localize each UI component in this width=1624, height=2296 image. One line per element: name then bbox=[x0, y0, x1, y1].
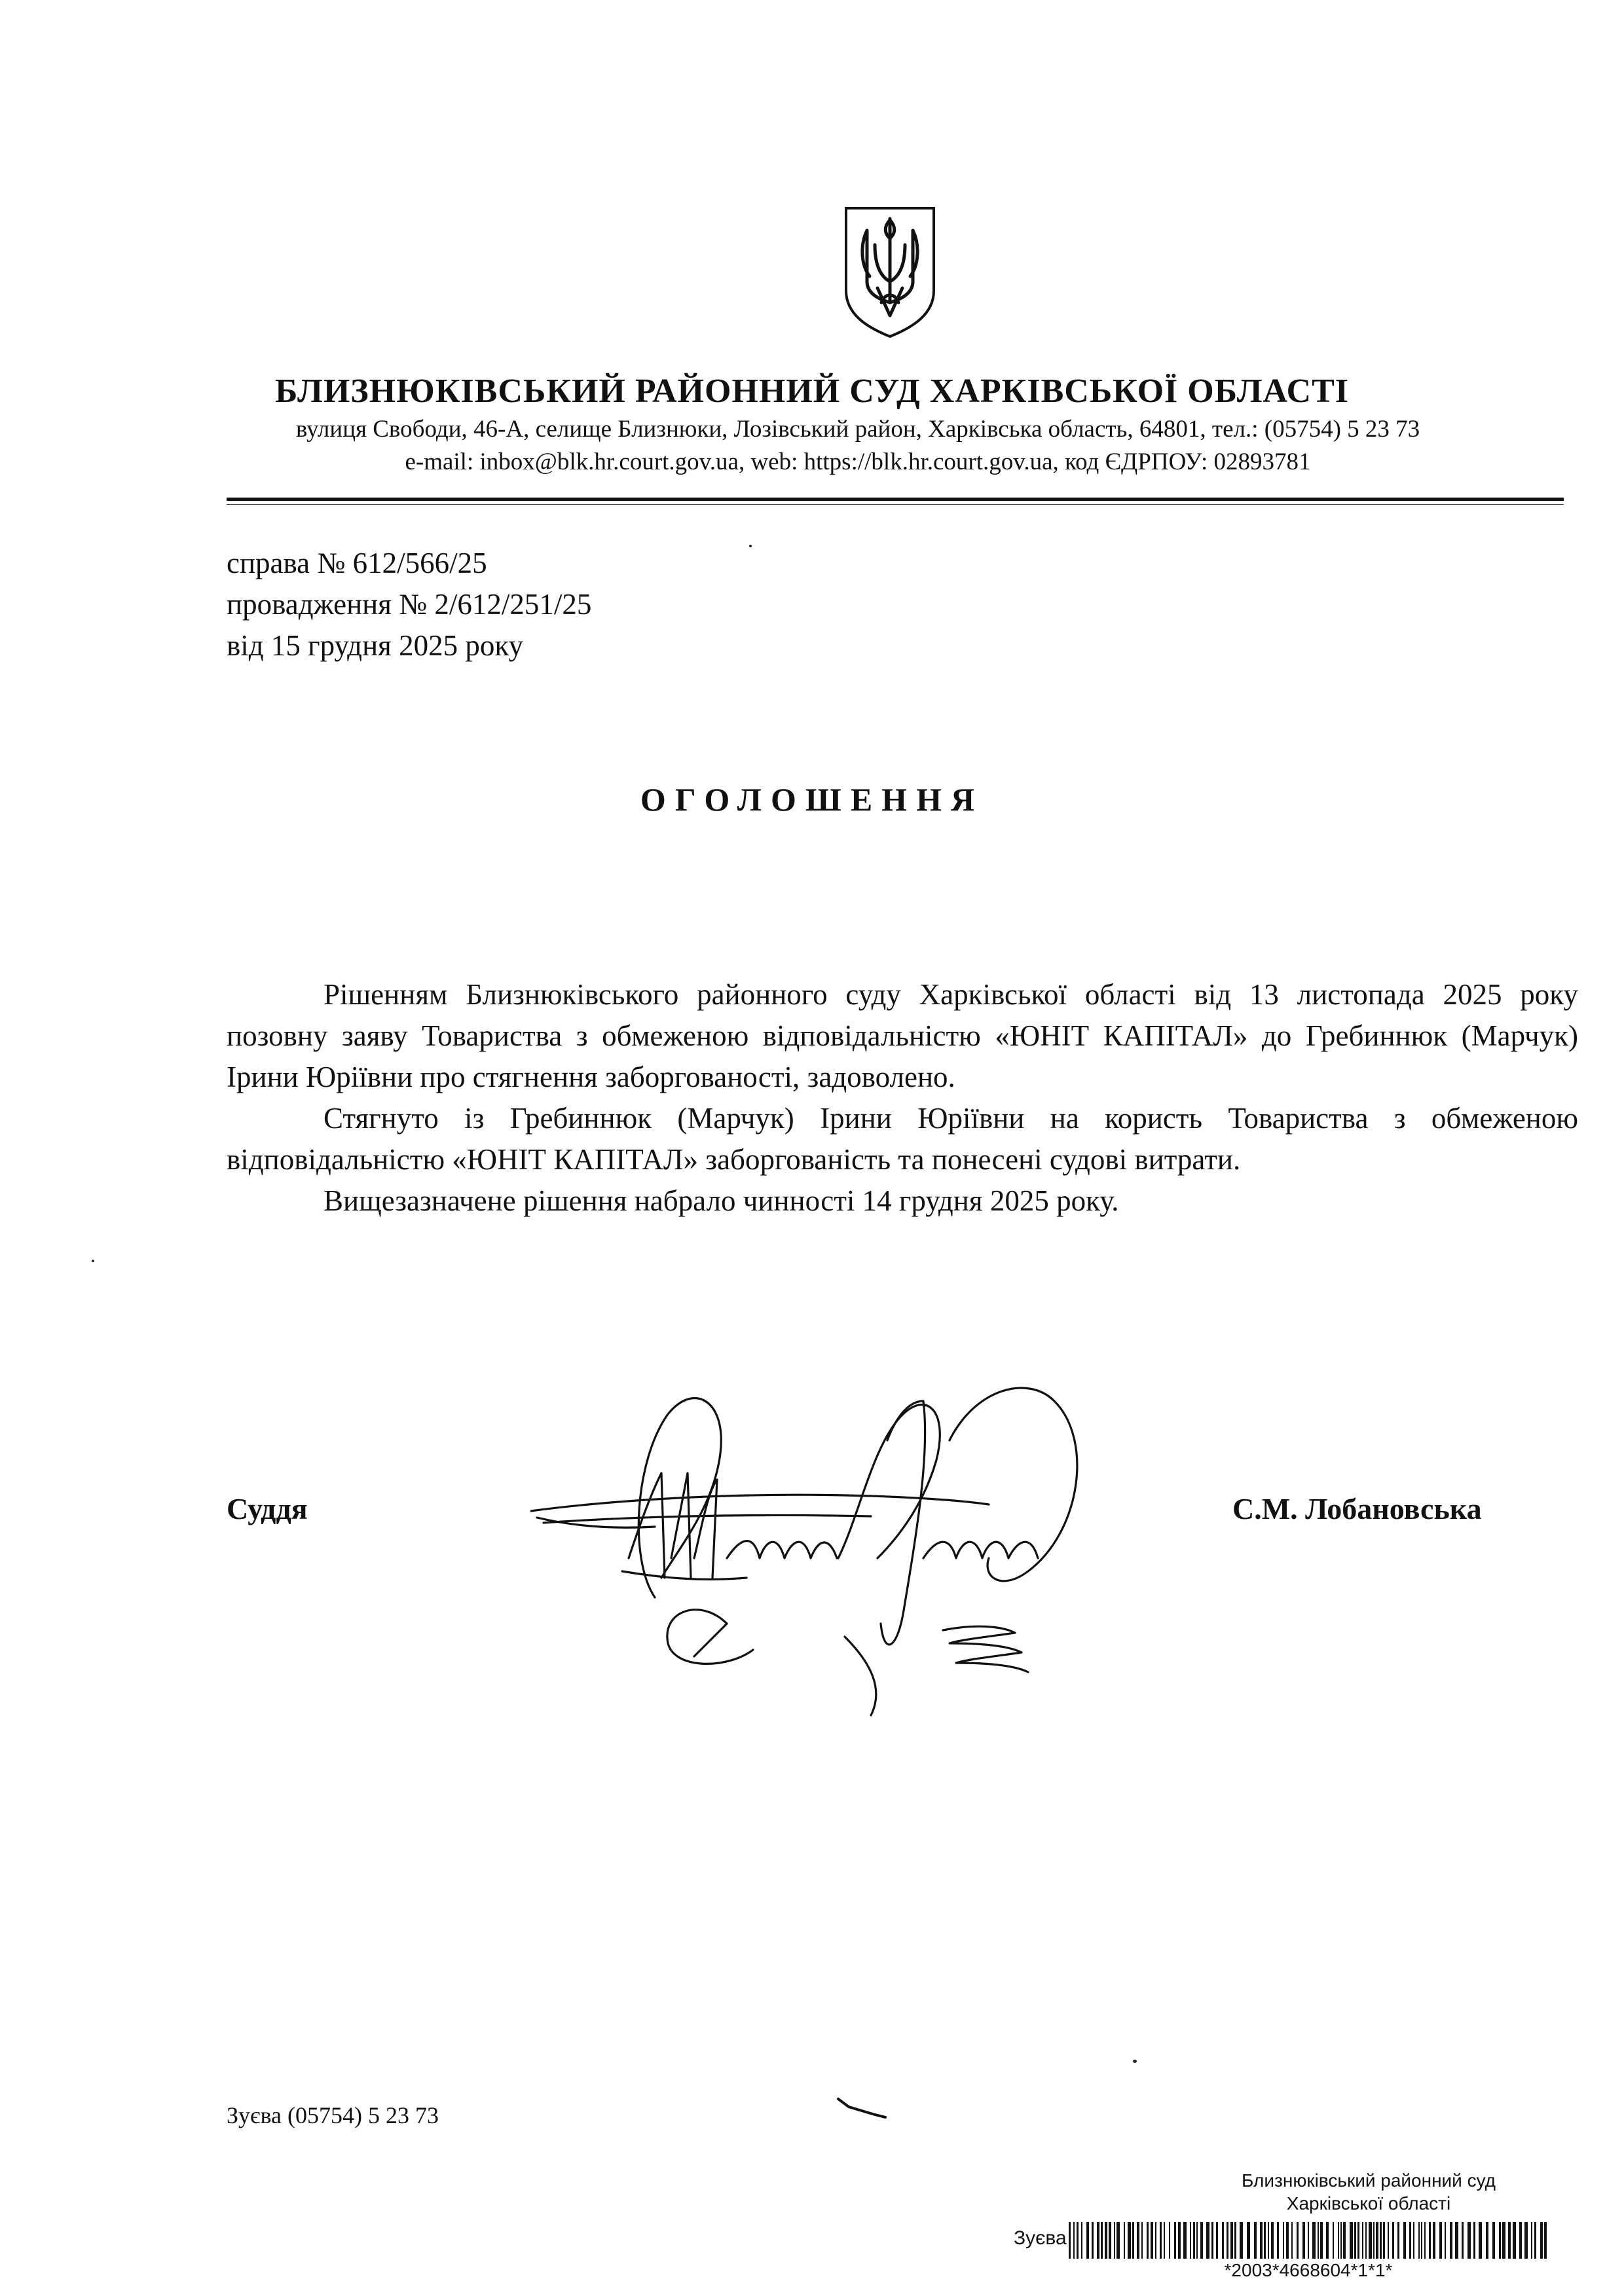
barcode-bar bbox=[1333, 2222, 1334, 2259]
scan-speck bbox=[92, 1260, 94, 1262]
barcode-bar bbox=[1247, 2222, 1250, 2259]
barcode-bar bbox=[1190, 2222, 1191, 2259]
barcode-bar bbox=[1340, 2222, 1342, 2259]
barcode-bar bbox=[1240, 2222, 1243, 2259]
barcode-bar bbox=[1513, 2222, 1516, 2259]
proceeding-number: провадження № 2/612/251/25 bbox=[227, 588, 592, 621]
barcode-bar bbox=[1369, 2222, 1372, 2259]
barcode-bar bbox=[1147, 2222, 1149, 2259]
barcode-bar bbox=[1206, 2222, 1209, 2259]
barcode-bar bbox=[1286, 2222, 1289, 2259]
barcode-bar bbox=[1462, 2222, 1464, 2259]
barcode-bar bbox=[1116, 2222, 1120, 2259]
scan-speck bbox=[749, 545, 752, 547]
barcode-bar bbox=[1092, 2222, 1094, 2259]
barcode-bar bbox=[1429, 2222, 1431, 2259]
announcement-body bbox=[227, 974, 1578, 1222]
barcode-bar bbox=[1424, 2222, 1426, 2259]
barcode-bar bbox=[1254, 2222, 1257, 2259]
registration-stamp-region: Харківської області bbox=[1286, 2193, 1451, 2214]
barcode-bar bbox=[1486, 2222, 1488, 2259]
barcode-bar bbox=[1271, 2222, 1274, 2259]
barcode-bar bbox=[1109, 2222, 1111, 2259]
barcode-bar bbox=[1151, 2222, 1153, 2259]
barcode-bar bbox=[1343, 2222, 1346, 2259]
barcode-bar bbox=[1354, 2222, 1356, 2259]
barcode-bar bbox=[1499, 2222, 1501, 2259]
barcode-bar bbox=[1479, 2222, 1482, 2259]
executor-contact: Зуєва (05754) 5 23 73 bbox=[227, 2102, 439, 2128]
barcode-bar bbox=[1105, 2222, 1107, 2259]
barcode-bar bbox=[1264, 2222, 1266, 2259]
barcode-bar bbox=[1439, 2222, 1442, 2259]
barcode-bar bbox=[1350, 2222, 1353, 2259]
scan-mark bbox=[836, 2095, 888, 2121]
barcode-bar bbox=[1383, 2222, 1385, 2259]
barcode-bar bbox=[1260, 2222, 1263, 2259]
barcode-bar bbox=[1155, 2222, 1156, 2259]
barcode-bar bbox=[1413, 2222, 1414, 2259]
barcode-bar bbox=[1380, 2222, 1382, 2259]
barcode-bar bbox=[1216, 2222, 1218, 2259]
barcode-bar bbox=[1312, 2222, 1316, 2259]
barcode-bar bbox=[1534, 2222, 1536, 2259]
barcode-bar bbox=[1357, 2222, 1359, 2259]
court-contacts: e-mail: inbox@blk.hr.court.gov.ua, web: https://blk.hr.court.gov.ua, код ЄДРПОУ: 02893781 bbox=[405, 448, 1311, 475]
paragraph-decision: Рішенням Близнюківського районного суду Харківської області від 13 листопада 2025 року позовну заяву Товариства з обмеженою відповідальністю «ЮНІТ КАПІТАЛ» до Гребиннюк (Марчук) Ірини Юріївни про стягнення заборгованості, задоволено. bbox=[227, 978, 1578, 1093]
barcode-bar bbox=[1302, 2222, 1305, 2259]
barcode-bar bbox=[1297, 2222, 1299, 2259]
judge-name: С.М. Лобановська bbox=[1232, 1492, 1482, 1525]
barcode-bar bbox=[1308, 2222, 1309, 2259]
barcode-bar bbox=[1160, 2222, 1162, 2259]
barcode-icon bbox=[1069, 2222, 1548, 2259]
barcode-bar bbox=[1467, 2222, 1471, 2259]
handwritten-signature bbox=[530, 1362, 1146, 1728]
barcode-bar bbox=[1277, 2222, 1279, 2259]
barcode-bar bbox=[1114, 2222, 1115, 2259]
barcode-bar bbox=[1141, 2222, 1143, 2259]
barcode-bar bbox=[1502, 2222, 1505, 2259]
case-date: від 15 грудня 2025 року bbox=[227, 629, 524, 662]
registration-stamp-executor: Зуєва bbox=[1014, 2227, 1067, 2249]
registration-stamp-court: Близнюківський районний суд bbox=[1241, 2170, 1496, 2191]
barcode-bar bbox=[1519, 2222, 1522, 2259]
barcode-bar bbox=[1403, 2222, 1406, 2259]
barcode-bar bbox=[1376, 2222, 1378, 2259]
barcode-bar bbox=[1450, 2222, 1452, 2259]
barcode-bar bbox=[1169, 2222, 1170, 2259]
barcode-bar bbox=[1183, 2222, 1187, 2259]
barcode-bar bbox=[1101, 2222, 1103, 2259]
barcode-bar bbox=[1392, 2222, 1394, 2259]
barcode-bar bbox=[1196, 2222, 1198, 2259]
header-divider-thin bbox=[227, 504, 1564, 505]
barcode-bar bbox=[1409, 2222, 1411, 2259]
barcode-bar bbox=[1320, 2222, 1323, 2259]
barcode-bar bbox=[1291, 2222, 1293, 2259]
barcode-bar bbox=[1418, 2222, 1420, 2259]
barcode-bar bbox=[1540, 2222, 1543, 2259]
barcode-bar bbox=[1200, 2222, 1203, 2259]
barcode-bar bbox=[1524, 2222, 1528, 2259]
barcode-bar bbox=[1097, 2222, 1099, 2259]
paragraph-effective: Вищезазначене рішення набрало чинності 14 грудня 2025 року. bbox=[323, 1184, 1119, 1217]
case-number: справа № 612/566/25 bbox=[227, 547, 487, 579]
barcode-bar bbox=[1338, 2222, 1339, 2259]
court-name: БЛИЗНЮКІВСЬКИЙ РАЙОННИЙ СУД ХАРКІВСЬКОЇ ОБЛАСТІ bbox=[274, 373, 1349, 410]
barcode-bar bbox=[1433, 2222, 1435, 2259]
court-address: вулиця Свободи, 46-А, селище Близнюки, Лозівський район, Харківська область, 64801, тел.: (05754) 5 23 73 bbox=[295, 416, 1420, 443]
barcode-bar bbox=[1077, 2222, 1079, 2259]
barcode-bar bbox=[1132, 2222, 1134, 2259]
barcode-bar bbox=[1174, 2222, 1176, 2259]
scan-speck bbox=[1133, 2060, 1137, 2063]
barcode-bar bbox=[1128, 2222, 1131, 2259]
barcode-bar bbox=[1283, 2222, 1284, 2259]
barcode-bar bbox=[1397, 2222, 1399, 2259]
document-title: ОГОЛОШЕННЯ bbox=[640, 781, 984, 818]
barcode-bar bbox=[1086, 2222, 1089, 2259]
barcode-bar bbox=[1268, 2222, 1269, 2259]
barcode-bar bbox=[1445, 2222, 1446, 2259]
paragraph-recovered: Стягнуто із Гребиннюк (Марчук) Ірини Юріївни на користь Товариства з обмеженою відповідальністю «ЮНІТ КАПІТАЛ» заборгованість та понесені судові витрати. bbox=[227, 1102, 1578, 1176]
barcode-bar bbox=[1492, 2222, 1495, 2259]
barcode-bar bbox=[1164, 2222, 1165, 2259]
barcode-bar bbox=[1211, 2222, 1213, 2259]
barcode-bar bbox=[1365, 2222, 1367, 2259]
barcode-bar bbox=[1124, 2222, 1125, 2259]
barcode-bar bbox=[1222, 2222, 1224, 2259]
barcode-bar bbox=[1544, 2222, 1547, 2259]
barcode-bar bbox=[1531, 2222, 1532, 2259]
barcode-bar bbox=[1193, 2222, 1195, 2259]
coat-of-arms-icon bbox=[841, 204, 939, 339]
barcode-bar bbox=[1388, 2222, 1389, 2259]
barcode-bar bbox=[1373, 2222, 1375, 2259]
barcode-bar bbox=[1234, 2222, 1236, 2259]
judge-label: Суддя bbox=[227, 1492, 308, 1525]
barcode-number: *2003*4668604*1*1* bbox=[1224, 2260, 1393, 2280]
barcode-bar bbox=[1473, 2222, 1475, 2259]
barcode-bar bbox=[1137, 2222, 1139, 2259]
barcode-bar bbox=[1227, 2222, 1228, 2259]
barcode-bar bbox=[1069, 2222, 1071, 2259]
barcode-bar bbox=[1362, 2222, 1363, 2259]
barcode-bar bbox=[1081, 2222, 1082, 2259]
barcode-bar bbox=[1326, 2222, 1329, 2259]
barcode-bar bbox=[1318, 2222, 1319, 2259]
barcode-bar bbox=[1073, 2222, 1075, 2259]
barcode-bar bbox=[1421, 2222, 1422, 2259]
barcode-bar bbox=[1455, 2222, 1458, 2259]
barcode-bar bbox=[1508, 2222, 1511, 2259]
barcode-bar bbox=[1230, 2222, 1233, 2259]
header-divider bbox=[227, 498, 1564, 501]
barcode-bar bbox=[1178, 2222, 1181, 2259]
